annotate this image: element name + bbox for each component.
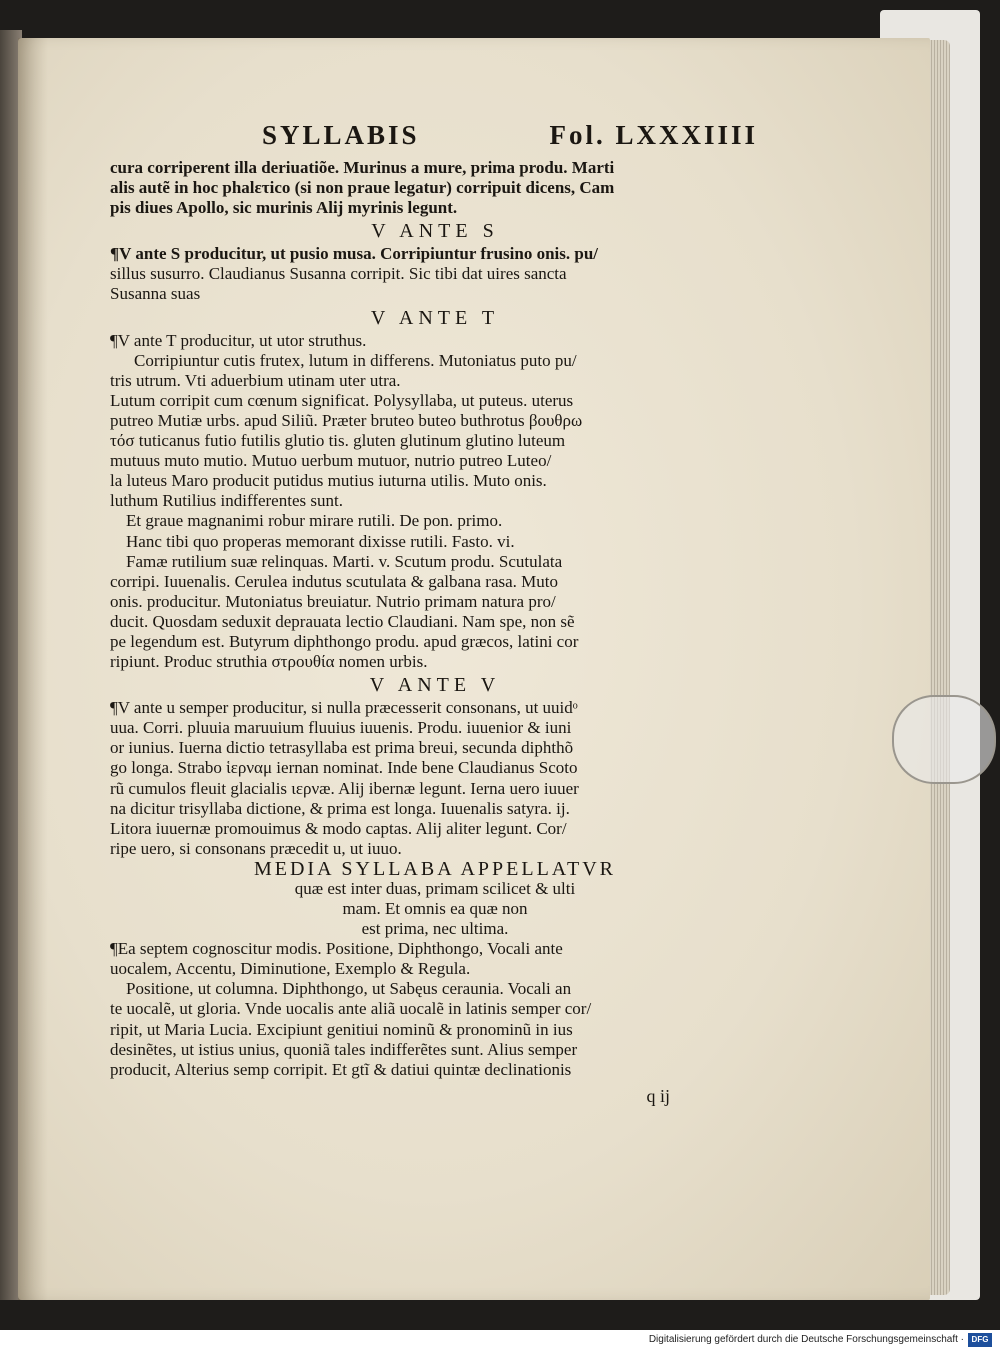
text-line: go longa. Strabo ἱερναμ iernan nominat. Inde bene Claudianus Scoto — [110, 758, 578, 778]
signature-mark: q ij — [646, 1085, 670, 1106]
text-line: putreo Mutiæ urbs. apud Siliũ. Præter bruteo buteo buthrotus βουθρω — [110, 410, 583, 430]
text-line: sillus susurro. Claudianus Susanna corripit. Sic tibi dat uires sancta — [110, 264, 567, 284]
text-line: quæ est inter duas, primam scilicet & ulti — [294, 878, 576, 898]
text-line: ¶V ante u semper producitur, si nulla præcesserit consonans, ut uuidᵒ — [110, 698, 578, 718]
text-line: ripe uero, si consonans præcedit u, ut iuuo. — [110, 838, 402, 858]
text-line: est prima, nec ultima. — [361, 919, 509, 939]
verse-line: Hanc tibi quo properas memorant dixisse rutili. Fasto. vi. — [126, 531, 515, 551]
folio-number: Fol. LXXXIIII — [549, 120, 758, 150]
page-gutter-shadow — [18, 38, 48, 1300]
text-line: rũ cumulos fleuit glacialis ιερνæ. Alij ibernæ legunt. Ierna uero iuuer — [110, 778, 579, 798]
section-heading-v-ante-s: V ANTE S — [371, 220, 499, 243]
text-line: mutuus muto mutio. Mutuo uerbum mutuor, nutrio putreo Luteo/ — [110, 451, 552, 471]
page-text — [110, 118, 760, 1106]
text-line: la luteus Maro producit putidus mutius iuturna utilis. Muto onis. — [110, 471, 547, 491]
text-line: mam. Et omnis ea quæ non — [342, 899, 528, 918]
running-header — [110, 118, 760, 152]
text-line: na dicitur trisyllaba dictione, & prima est longa. Iuuenalis satyra. ij. — [110, 798, 570, 818]
text-line: ¶Ea septem cognoscitur modis. Positione, Diphthongo, Vocali ante — [110, 939, 563, 959]
dfg-logo: DFG — [968, 1333, 992, 1347]
text-line: ¶V ante T producitur, ut utor struthus. — [110, 330, 367, 350]
text-line: ducit. Quosdam seduxit deprauata lectio Claudiani. Nam spe, non sẽ — [110, 611, 575, 631]
text-line: Famæ rutilium suæ relinquas. Marti. v. Scutum produ. Scutulata — [126, 551, 563, 571]
header-title: SYLLABIS — [262, 120, 420, 150]
text-line: τόσ tuticanus futio futilis glutio tis. gluten glutinum glutino luteum — [110, 431, 566, 451]
text-line: Corripiuntur cutis frutex, lutum in differens. Mutoniatus puto pu/ — [134, 350, 577, 370]
text-line: pis diues Apollo, sic murinis Alij myrinis legunt. — [110, 198, 458, 218]
text-line: cura corriperent illa deriuatiõe. Murinus a mure, prima produ. Marti — [110, 158, 615, 177]
text-line: te uocalẽ, ut gloria. Vnde uocalis ante aliã uocalẽ in latinis semper cor/ — [110, 999, 592, 1019]
page-clip-tab — [892, 695, 996, 784]
text-line: tris utrum. Vti aduerbium utinam uter utra. — [110, 370, 401, 390]
text-line: luthum Rutilius indifferentes sunt. — [110, 491, 343, 511]
section-heading-media-syllaba: MEDIA SYLLABA APPELLATVR — [253, 857, 617, 880]
text-line: onis. producitur. Mutoniatus breuiatur. Nutrio primam natura pro/ — [110, 591, 556, 611]
text-line: corripi. Iuuenalis. Cerulea indutus scutulata & galbana rasa. Muto — [110, 571, 559, 591]
text-line: Susanna suas — [110, 284, 201, 304]
text-line: or iunius. Iuerna dictio tetrasyllaba est prima breui, secunda diphthõ — [110, 738, 574, 758]
section-heading-v-ante-t: V ANTE T — [370, 306, 500, 329]
text-line: producit, Alterius semp corripit. Et gtĩ & datiui quintæ declinationis — [110, 1059, 572, 1079]
text-line: Litora iuuernæ promouimus & modo captas. Alij aliter legunt. Cor/ — [110, 818, 567, 838]
text-line: desinẽtes, ut istius unius, quoniã tales indifferẽtes sunt. Alius semper — [110, 1039, 578, 1059]
section-heading-v-ante-v: V ANTE V — [369, 674, 501, 697]
text-line: uocalem, Accentu, Diminutione, Exemplo & Regula. — [110, 959, 471, 979]
verse-line: Et graue magnanimi robur mirare rutili. De pon. primo. — [126, 511, 503, 531]
text-line: pe legendum est. Butyrum diphthongo produ. apud græcos, latini cor — [110, 631, 579, 651]
text-line: Lutum corripit cum cœnum significat. Polysyllaba, ut puteus. uterus — [110, 390, 574, 410]
text-line: alis autẽ in hoc phalετico (si non praue legatur) corripuit dicens, Cam — [110, 178, 615, 198]
text-line: ripiunt. Produc struthia στρουθία nomen urbis. — [110, 652, 428, 672]
text-line: ¶V ante S producitur, ut pusio musa. Corripiuntur frusino onis. pu/ — [110, 244, 598, 264]
text-line: uua. Corri. pluuia maruuium fluuius iuuenis. Produ. iuuenior & iuni — [110, 718, 572, 738]
text-line: Positione, ut columna. Diphthongo, ut Sabęus ceraunia. Vocali an — [126, 979, 572, 999]
text-line: ripit, ut Maria Lucia. Excipiunt genitiui nominũ & pronominũ in ius — [110, 1019, 573, 1039]
funding-credit: Digitalisierung gefördert durch die Deutsche Forschungsgemeinschaft · — [648, 1334, 964, 1345]
